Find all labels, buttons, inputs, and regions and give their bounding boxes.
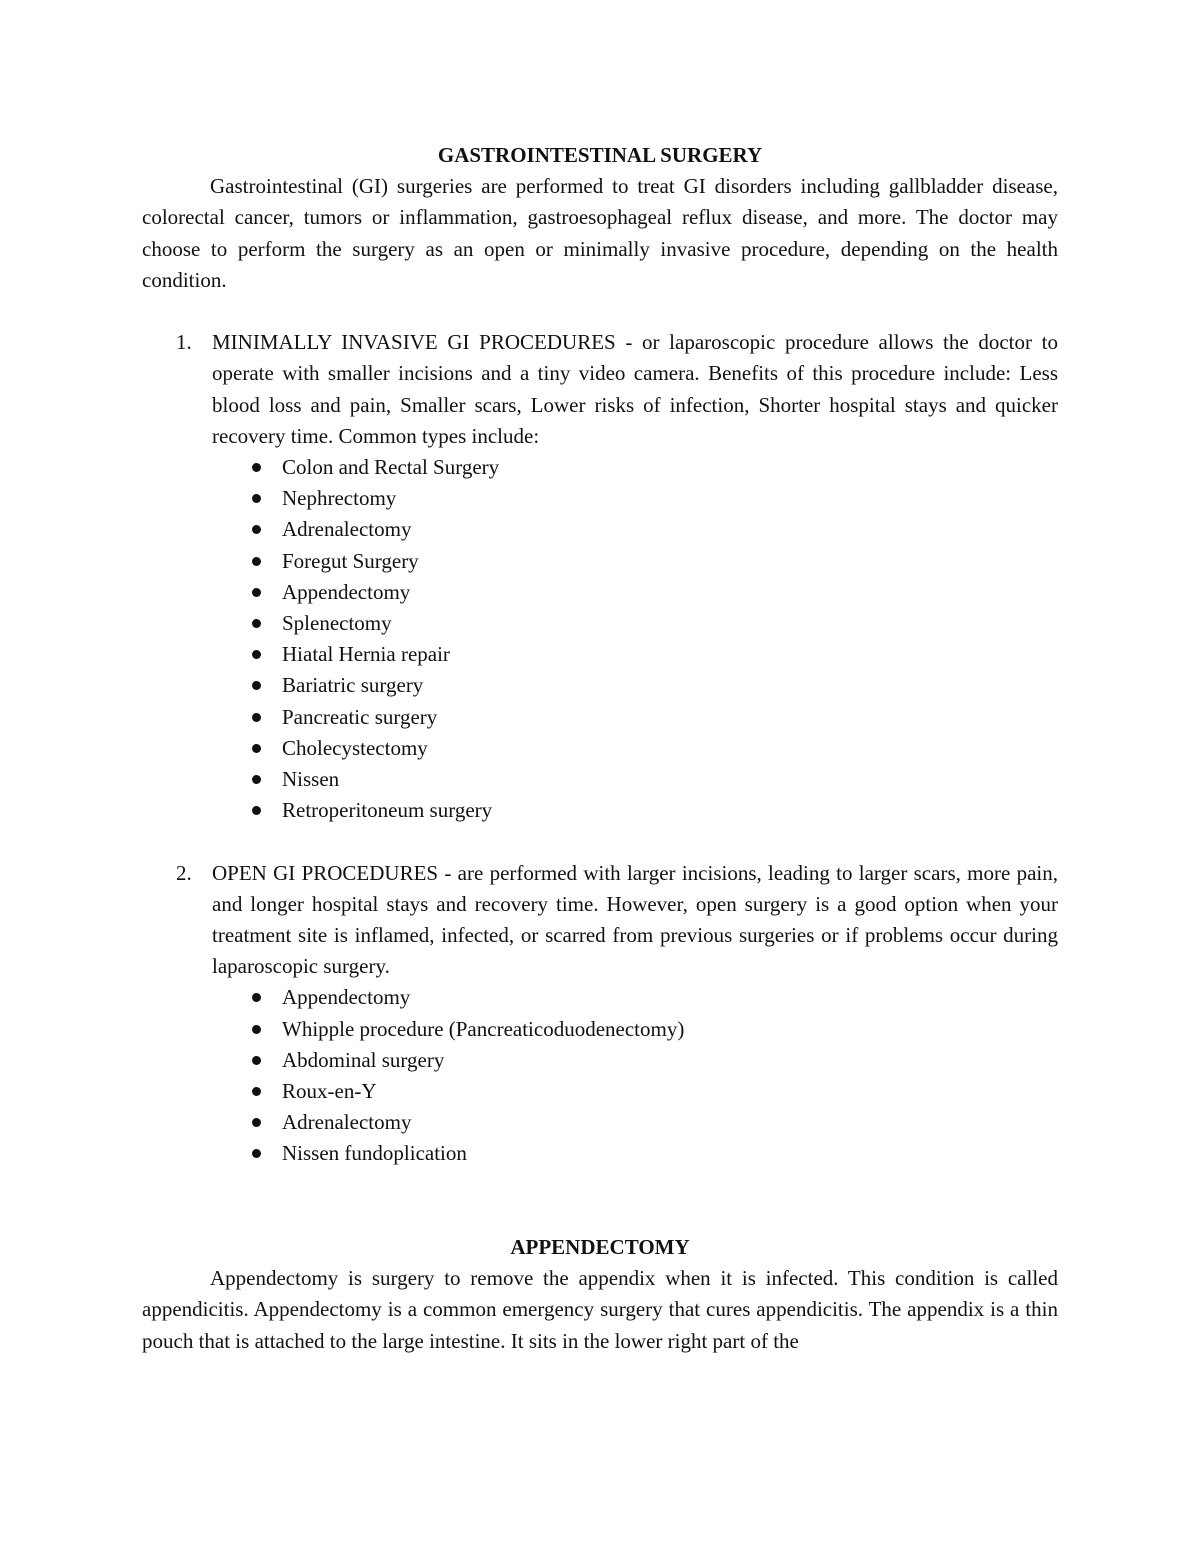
bullet-icon	[252, 681, 261, 690]
procedure-list	[142, 327, 1058, 1169]
section-title: APPENDECTOMY	[510, 1235, 690, 1260]
bullet-icon	[252, 1087, 261, 1096]
bullet-item: Nissen fundoplication	[212, 1138, 1058, 1169]
section-text: OPEN GI PROCEDURES - are performed with larger incisions, leading to larger scars, more pain, and longer hospital stays and recovery time. However, open surgery is a good option when your treatment site is inflamed, infected, or scarred from previous surgeries or if problems occur during laparoscopic surgery.	[212, 860, 1058, 979]
bullet-icon	[252, 713, 261, 722]
bullet-item: Bariatric surgery	[212, 670, 1058, 701]
bullet-icon	[252, 993, 261, 1002]
bullet-item: Nissen	[212, 764, 1058, 795]
spacer	[142, 826, 1058, 857]
bullet-icon	[252, 1118, 261, 1127]
intro-paragraph: Gastrointestinal (GI) surgeries are performed to treat GI disorders including gallbladder disease, colorectal cancer, tumors or inflammation, gastroesophageal reflux disease, and more. The doctor may choose to perform the surgery as an open or minimally invasive procedure, depending on the health condition.	[142, 174, 1058, 292]
bullet-icon	[252, 806, 261, 815]
bullet-item: Adrenalectomy	[212, 1107, 1058, 1138]
bullet-icon	[252, 525, 261, 534]
bullet-item: Whipple procedure (Pancreaticoduodenectomy)	[212, 1014, 1058, 1045]
page-title: GASTROINTESTINAL SURGERY	[437, 143, 763, 167]
bullet-icon	[252, 1025, 261, 1034]
bullet-icon	[252, 494, 261, 503]
bullet-icon	[252, 588, 261, 597]
bullet-icon	[252, 1149, 261, 1158]
spacer	[142, 1201, 1058, 1232]
bullet-item: Appendectomy	[212, 982, 1058, 1013]
bullet-list-minimally-invasive	[212, 452, 1058, 826]
bullet-item: Pancreatic surgery	[212, 702, 1058, 733]
bullet-icon	[252, 775, 261, 784]
bullet-icon	[252, 557, 261, 566]
appendectomy-paragraph: Appendectomy is surgery to remove the appendix when it is infected. This condition is called appendicitis. Appendectomy is a common emergency surgery that cures appendicitis. The appendix is a thin pouch that is attached to the large intestine. It sits in the lower right part of the	[142, 1266, 1058, 1353]
bullet-item: Cholecystectomy	[212, 733, 1058, 764]
document-body	[142, 140, 1058, 1357]
bullet-item: Foregut Surgery	[212, 546, 1058, 577]
bullet-item: Appendectomy	[212, 577, 1058, 608]
bullet-list-open-procedures	[212, 982, 1058, 1169]
bullet-icon	[252, 463, 261, 472]
bullet-item: Abdominal surgery	[212, 1045, 1058, 1076]
spacer	[142, 296, 1058, 327]
spacer	[142, 1170, 1058, 1201]
bullet-item: Retroperitoneum surgery	[212, 795, 1058, 826]
bullet-icon	[252, 619, 261, 628]
bullet-icon	[252, 1056, 261, 1065]
section-text: MINIMALLY INVASIVE GI PROCEDURES - or laparoscopic procedure allows the doctor to operate with smaller incisions and a tiny video camera. Benefits of this procedure include: Less blood loss and pain, Smaller scars, Lower risks of infection, Shorter hospital stays and quicker recovery time. Common types include:	[212, 330, 1058, 448]
bullet-item: Roux-en-Y	[212, 1076, 1058, 1107]
bullet-item: Adrenalectomy	[212, 514, 1058, 545]
bullet-item: Hiatal Hernia repair	[212, 639, 1058, 670]
bullet-icon	[252, 650, 261, 659]
bullet-item: Nephrectomy	[212, 483, 1058, 514]
bullet-item: Colon and Rectal Surgery	[212, 452, 1058, 483]
bullet-item: Splenectomy	[212, 608, 1058, 639]
list-number: 1.	[176, 330, 192, 355]
list-number: 2.	[176, 860, 192, 885]
list-item-minimally-invasive	[142, 327, 1058, 826]
list-item-open-procedures	[142, 858, 1058, 1170]
bullet-icon	[252, 744, 261, 753]
